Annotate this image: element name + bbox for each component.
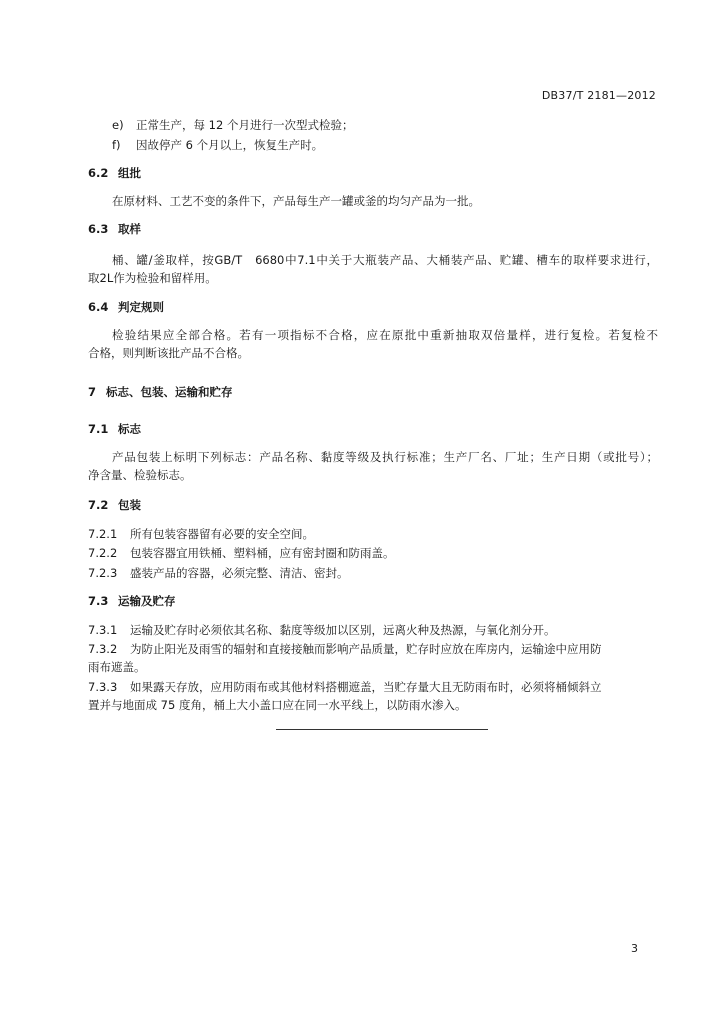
- clause-7-3-3-line-1: [88, 679, 658, 695]
- paragraph-6-3-line-1: 桶、罐/釜取样，按GB/T 6680中7.1中关于大瓶装产品、大桶装产品、贮罐、槽车的取样要求进行，: [112, 253, 658, 267]
- section-title: 运输及贮存: [118, 594, 176, 608]
- clause-number: 7.2.3: [88, 566, 118, 580]
- section-heading-6-3: [88, 221, 658, 237]
- end-of-document-rule: [276, 729, 488, 730]
- document-code: DB37/T 2181—2012: [541, 89, 656, 102]
- clause-7-2-3: [88, 565, 658, 581]
- clause-number: 7.3.2: [88, 642, 118, 656]
- section-heading-6-4: [88, 299, 658, 315]
- section-heading-7-1: [88, 421, 658, 437]
- section-number: 6.4: [88, 300, 109, 314]
- clause-7-3-3-line-2: 置并与地面成 75 度角，桶上大小盖口应在同一水平线上，以防雨水渗入。: [88, 698, 467, 712]
- clause-text: 包装容器宜用铁桶、塑料桶，应有密封圈和防雨盖。: [130, 546, 395, 560]
- clause-7-2-2: [88, 545, 658, 561]
- clause-number: 7.3.3: [88, 680, 118, 694]
- paragraph-6-2: 在原材料、工艺不变的条件下，产品每生产一罐或釜的均匀产品为一批。: [112, 194, 480, 208]
- chapter-number: 7: [88, 385, 97, 399]
- section-heading-7-2: [88, 497, 658, 513]
- clause-text: 盛装产品的容器，必须完整、清洁、密封。: [130, 566, 349, 580]
- section-heading-7-3: [88, 593, 658, 609]
- clause-number: 7.2.2: [88, 546, 118, 560]
- section-title: 包装: [118, 498, 141, 512]
- section-number: 7.3: [88, 594, 109, 608]
- chapter-heading-7: [88, 384, 658, 400]
- item-text: 因故停产 6 个月以上，恢复生产时。: [136, 138, 324, 152]
- chapter-title: 标志、包装、运输和贮存: [106, 385, 233, 399]
- list-item-f: [112, 137, 682, 153]
- section-title: 判定规则: [118, 300, 164, 314]
- paragraph-7-1-line-2: 净含量、检验标志。: [88, 468, 192, 482]
- section-heading-6-2: [88, 165, 658, 181]
- section-title: 标志: [118, 422, 141, 436]
- list-item-e: [112, 117, 682, 133]
- clause-text: 如果露天存放，应用防雨布或其他材料搭棚遮盖，当贮存量大且无防雨布时，必须将桶倾斜立: [130, 680, 602, 694]
- paragraph-6-4-line-2: 合格，则判断该批产品不合格。: [88, 346, 249, 360]
- section-number: 7.2: [88, 498, 109, 512]
- page-number: 3: [631, 942, 638, 955]
- clause-text: 为防止阳光及雨雪的辐射和直接接触而影响产品质量，贮存时应放在库房内，运输途中应用防: [130, 642, 602, 656]
- section-number: 6.3: [88, 222, 109, 236]
- clause-number: 7.3.1: [88, 623, 118, 637]
- item-label: e): [112, 118, 124, 132]
- item-label: f): [112, 138, 121, 152]
- item-text: 正常生产，每 12 个月进行一次型式检验；: [136, 118, 354, 132]
- paragraph-6-3-line-2: 取2L作为检验和留样用。: [88, 271, 217, 285]
- clause-7-3-2-line-2: 雨布遮盖。: [88, 660, 146, 674]
- section-number: 6.2: [88, 166, 109, 180]
- clause-7-3-1: [88, 622, 658, 638]
- paragraph-6-4-line-1: 检验结果应全部合格。若有一项指标不合格，应在原批中重新抽取双倍量样，进行复检。若复检不: [112, 328, 658, 342]
- clause-text: 运输及贮存时必须依其名称、黏度等级加以区别，远离火种及热源，与氧化剂分开。: [130, 623, 556, 637]
- clause-number: 7.2.1: [88, 527, 118, 541]
- section-title: 取样: [118, 222, 141, 236]
- section-number: 7.1: [88, 422, 109, 436]
- clause-7-3-2-line-1: [88, 641, 658, 657]
- clause-text: 所有包装容器留有必要的安全空间。: [130, 527, 314, 541]
- clause-7-2-1: [88, 526, 658, 542]
- paragraph-7-1-line-1: 产品包装上标明下列标志：产品名称、黏度等级及执行标准；生产厂名、厂址；生产日期（或批号）；: [112, 450, 658, 464]
- section-title: 组批: [118, 166, 141, 180]
